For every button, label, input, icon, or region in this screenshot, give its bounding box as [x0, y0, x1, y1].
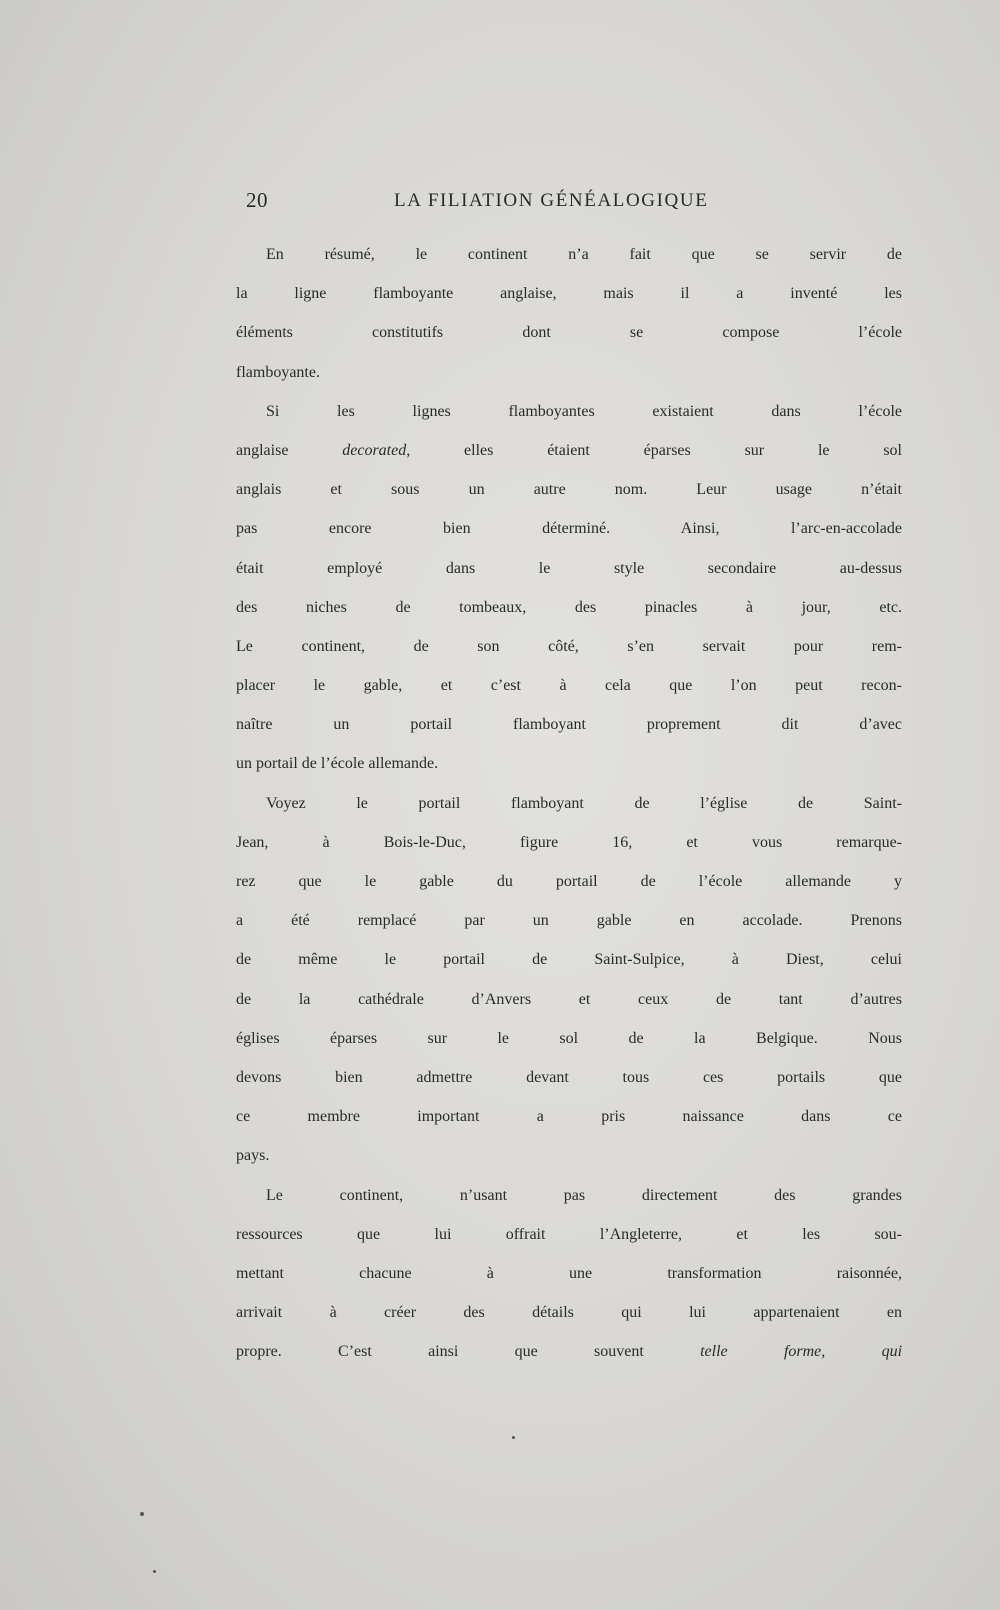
- text-line-mixed: [236, 1343, 902, 1382]
- text-line: naître un portail flamboyant proprement dit d’avec: [236, 716, 902, 734]
- body-text: [236, 246, 902, 1382]
- paragraph-1: [236, 246, 902, 403]
- text-line: Le continent, de son côté, s’en servait pour rem-: [236, 637, 902, 655]
- page-number: 20: [246, 188, 268, 212]
- text-line: pas encore bien déterminé. Ainsi, l’arc-en-accolade: [236, 520, 902, 538]
- text-line-mixed: [236, 442, 902, 481]
- text-line: anglais et sous un autre nom. Leur usage n’était: [236, 481, 902, 499]
- text-line: ce membre important a pris naissance dans ce: [236, 1108, 902, 1126]
- text-line: Voyez le portail flamboyant de l’église de Saint-: [266, 794, 902, 812]
- text-line: arrivait à créer des détails qui lui appartenaient en: [236, 1304, 902, 1322]
- paper-speck: [153, 1570, 156, 1573]
- text-line: rez que le gable du portail de l’école allemande y: [236, 873, 902, 890]
- text-line: ressources que lui offrait l’Angleterre, et les sou-: [236, 1225, 902, 1243]
- text-line: des niches de tombeaux, des pinacles à jour, etc.: [236, 598, 902, 616]
- paper-speck: [512, 1436, 515, 1439]
- text-run: , elles étaient éparses sur le sol: [406, 441, 902, 459]
- text-line: la ligne flamboyante anglaise, mais il a inventé les: [236, 285, 902, 303]
- text-line: églises éparses sur le sol de la Belgique. Nous: [236, 1029, 902, 1047]
- text-line: Si les lignes flamboyantes existaient dans l’école: [266, 402, 902, 420]
- italic-term: telle forme, qui: [700, 1343, 903, 1361]
- text-line: En résumé, le continent n’a fait que se servir de: [266, 246, 902, 263]
- text-line: pays.: [236, 1147, 270, 1165]
- text-run: anglaise: [236, 441, 289, 459]
- text-line: mettant chacune à une transformation raisonnée,: [236, 1264, 902, 1282]
- text-line: de même le portail de Saint-Sulpice, à Diest, celui: [236, 951, 902, 969]
- text-line: était employé dans le style secondaire au-dessus: [236, 559, 902, 577]
- text-run: propre. C’est ainsi que souvent: [236, 1343, 644, 1361]
- paragraph-4: [236, 1187, 902, 1383]
- text-line: éléments constitutifs dont se compose l’école: [236, 324, 902, 342]
- paper-speck: [140, 1512, 144, 1516]
- text-line: de la cathédrale d’Anvers et ceux de tant d’autres: [236, 990, 902, 1008]
- text-line: placer le gable, et c’est à cela que l’on peut recon-: [236, 677, 902, 695]
- paragraph-2: [236, 403, 902, 795]
- text-line: a été remplacé par un gable en accolade. Prenons: [236, 912, 902, 930]
- text-line: un portail de l’école allemande.: [236, 755, 439, 773]
- text-line: Jean, à Bois-le-Duc, figure 16, et vous remarque-: [236, 833, 902, 851]
- text-line: devons bien admettre devant tous ces portails que: [236, 1068, 902, 1086]
- text-line: Le continent, n’usant pas directement des grandes: [266, 1186, 902, 1204]
- italic-term: decorated: [342, 441, 407, 459]
- paragraph-3: [236, 795, 902, 1187]
- running-head: [246, 188, 766, 218]
- text-line: flamboyante.: [236, 363, 320, 381]
- running-title: LA FILIATION GÉNÉALOGIQUE: [394, 190, 709, 211]
